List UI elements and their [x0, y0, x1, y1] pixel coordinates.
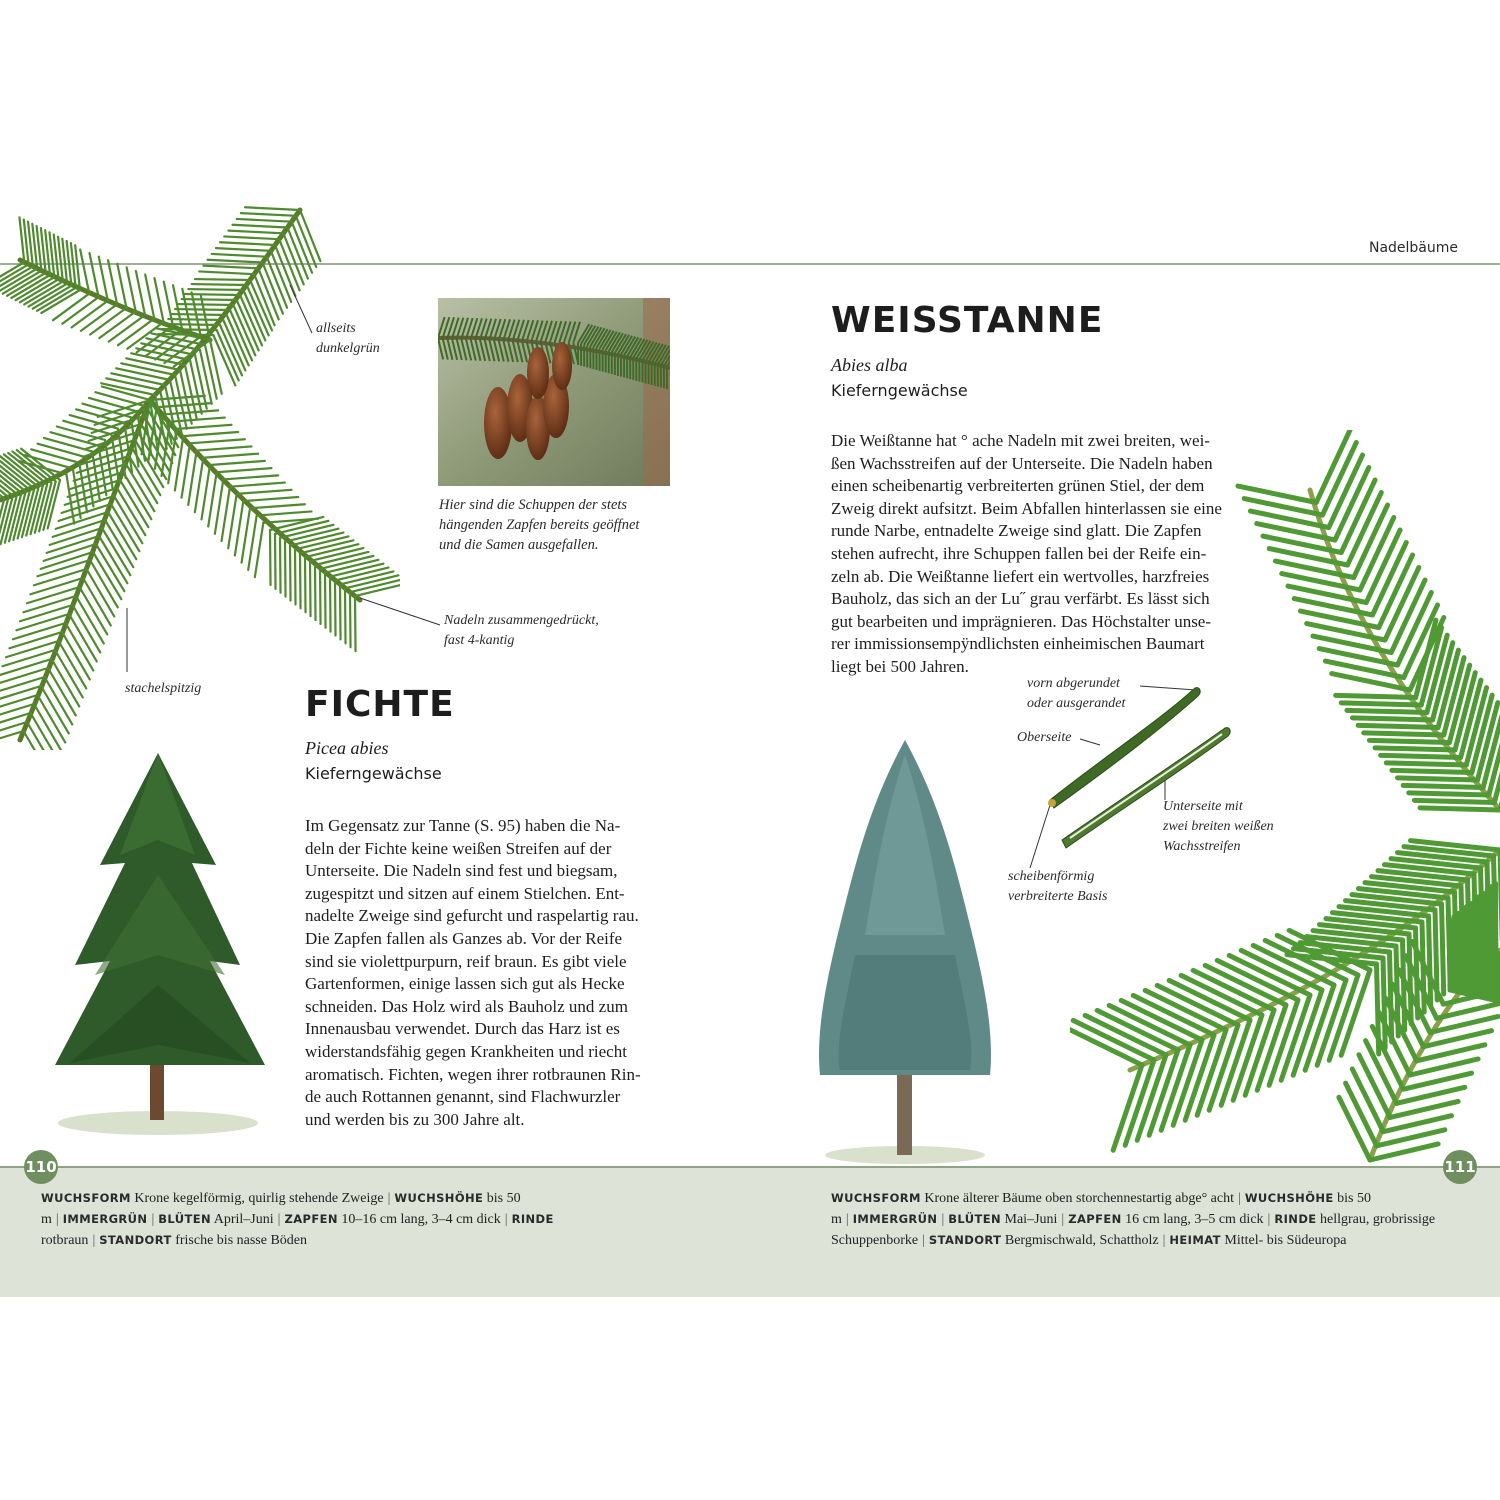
fact-key-wuchsform: WUCHSFORM — [41, 1191, 131, 1205]
fact-separator: | — [1162, 1233, 1166, 1248]
running-head: Nadelbäume — [1368, 240, 1458, 256]
fichte-title: FICHTE — [305, 684, 455, 725]
fact-value-wuchsform: Krone kegelförmig, quirlig stehende Zweige — [130, 1191, 384, 1206]
fact-key-standort: STANDORT — [928, 1233, 1002, 1247]
fact-key-wuchshöhe: WUCHSHÖHE — [394, 1191, 484, 1205]
fact-value-rinde: rotbraun — [41, 1233, 89, 1248]
label-nadeln-zusammengedrueckt: Nadeln zusammengedrückt, fast 4-kantig — [444, 613, 599, 648]
footer-line — [0, 1166, 1500, 1168]
weisstanne-facts — [831, 1188, 1461, 1251]
fact-value-zapfen: 16 cm lang, 3–5 cm dick — [1121, 1212, 1264, 1227]
fact-separator: | — [504, 1212, 508, 1227]
fact-value-blüten: Mai–Juni — [1001, 1212, 1058, 1227]
fact-separator: | — [941, 1212, 945, 1227]
spruce-tree-illustration — [40, 745, 270, 1140]
fact-separator: | — [277, 1212, 281, 1227]
page-number-right: 111 — [1443, 1150, 1477, 1184]
fact-key-zapfen: ZAPFEN — [284, 1212, 338, 1226]
fact-key-wuchsform: WUCHSFORM — [831, 1191, 921, 1205]
photo-caption: Hier sind die Schuppen der stets hängenden Zapfen bereits geöffnet und die Samen ausgefallen. — [439, 497, 640, 553]
fact-key-blüten: BLÜTEN — [948, 1212, 1002, 1226]
fact-value-rinde: hellgrau, grobrissige Schuppenborke — [831, 1212, 1436, 1248]
fact-key-standort: STANDORT — [99, 1233, 172, 1247]
label-scheibenfoermig-basis: scheibenförmig verbreiterte Basis — [1008, 869, 1108, 904]
fichte-latin-name: Picea abies — [305, 738, 389, 758]
fact-separator: | — [1238, 1191, 1241, 1206]
fact-value-wuchsform: Krone älterer Bäume oben storchennestartig abge° acht — [920, 1191, 1234, 1206]
weisstanne-latin-name: Abies alba — [831, 355, 908, 375]
fact-key-zapfen: ZAPFEN — [1068, 1212, 1122, 1226]
label-stachelspitzig: stachelspitzig — [125, 681, 202, 696]
fichte-body-text: Im Gegensatz zur Tanne (S. 95) haben die Na- deln der Fichte keine weißen Streifen auf der Unterseite. Die Nadeln sind fest und biegsam, zugespitzt und sitzen auf einem Stielchen. Ent- nadelte Zweige sind gefurcht und raspelartig rau. Die Zapfen fallen als Ganzes ab. Vor der Reife sind sie violettpurpurn, reif braun. Es gibt viele Gartenformen, einige lassen sich gut als Hecke schneiden. Das Holz wird als Bauholz und zum Innenausbau verwendet. Durch das Harz ist es widerstandsfähig gegen Krankheiten und riecht aromatisch. Fichten, wegen ihrer rotbraunen Rin- de auch Rottannen genannt, sind Flachwurzler und werden bis zu 300 Jahre alt. — [305, 816, 641, 1129]
fact-key-blüten: BLÜTEN — [158, 1212, 212, 1226]
fact-key-rinde: RINDE — [1274, 1212, 1317, 1226]
fact-value-wuchshöhe: bis 50 m — [831, 1191, 1372, 1227]
fact-separator: | — [1061, 1212, 1065, 1227]
page-number-left: 110 — [24, 1150, 58, 1184]
fact-key-heimat: HEIMAT — [1169, 1233, 1221, 1247]
fact-key-rinde: RINDE — [511, 1212, 554, 1226]
fact-separator: | — [845, 1212, 849, 1227]
label-unterseite: Unterseite mit zwei breiten weißen Wachsstreifen — [1163, 799, 1274, 854]
fact-value-wuchshöhe: bis 50 m — [41, 1191, 521, 1227]
fichte-family: Kieferngewächse — [305, 764, 442, 783]
fact-separator: | — [387, 1191, 391, 1206]
fact-separator: | — [922, 1233, 925, 1248]
fact-separator: | — [55, 1212, 59, 1227]
fact-key-immergrün: IMMERGRÜN — [852, 1212, 938, 1226]
label-allseits-dunkelgruen: allseits dunkelgrün — [316, 321, 380, 356]
fact-value-standort: frische bis nasse Böden — [171, 1233, 308, 1248]
weisstanne-body-text: Die Weißtanne hat ° ache Nadeln mit zwei breiten, wei- ßen Wachsstreifen auf der Unterseite. Die Nadeln haben einen scheibenartig verbreiterten grünen Stiel, der dem Zweig direkt aufsitzt. Beim Abfallen hinterlassen sie eine runde Narbe, entnadelte Zweige sind glatt. Die Zapfen stehen aufrecht, ihre Schuppen fallen bei der Reife ein- zeln ab. Die Weißtanne liefert ein wertvolles, harzfreies Bauholz, das sich an der Lu˝ grau verfärbt. Es lässt sich gut bearbeiten und imprägnieren. Das Höchstalter unse- rer immissionsempÿndlichsten einheimischen Baumart liegt bei 500 Jahren. — [831, 431, 1222, 676]
fact-value-zapfen: 10–16 cm lang, 3–4 cm dick — [337, 1212, 501, 1227]
leader-allseits — [290, 285, 312, 333]
weisstanne-family: Kieferngewächse — [831, 381, 968, 400]
leader-nadeln — [360, 598, 440, 625]
fact-key-immergrün: IMMERGRÜN — [62, 1212, 148, 1226]
fact-key-wuchshöhe: WUCHSHÖHE — [1244, 1191, 1334, 1205]
fact-value-standort: Bergmischwald, Schattholz — [1001, 1233, 1159, 1248]
fact-value-blüten: April–Juni — [211, 1212, 274, 1227]
fir-tree-illustration — [805, 735, 1005, 1165]
fichte-facts — [41, 1188, 681, 1251]
fact-separator: | — [92, 1233, 96, 1248]
label-vorn-abgerundet: vorn abgerundet oder ausgerandet — [1027, 676, 1126, 711]
fact-separator: | — [151, 1212, 155, 1227]
needle-base — [1048, 799, 1056, 807]
fact-value-heimat: Mittel- bis Südeuropa — [1220, 1233, 1347, 1248]
weisstanne-title: WEISSTANNE — [831, 300, 1104, 341]
fact-separator: | — [1267, 1212, 1271, 1227]
label-oberseite: Oberseite — [1017, 730, 1072, 745]
